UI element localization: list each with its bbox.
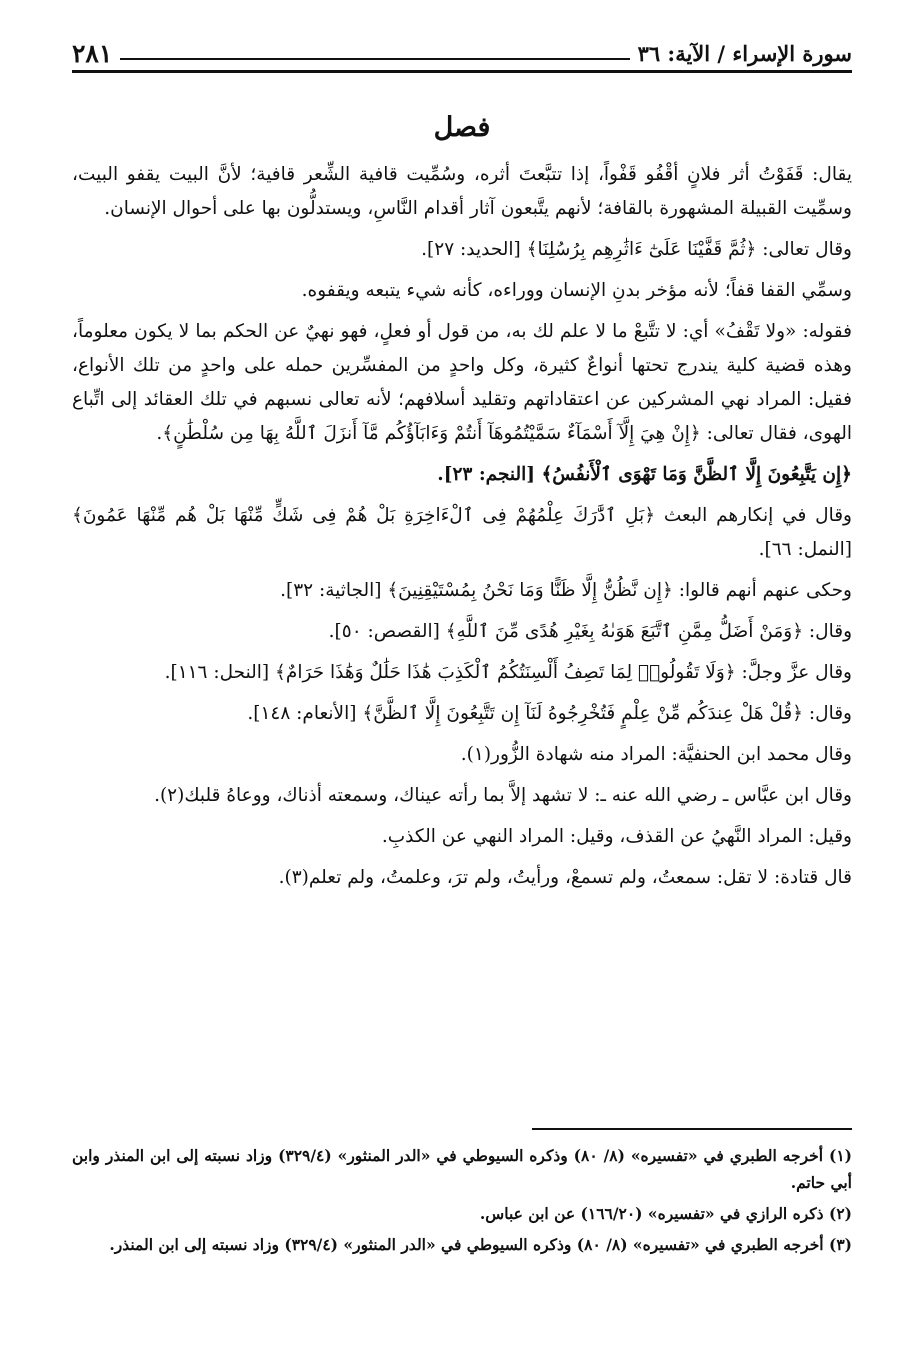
- footnote: (٣) أخرجه الطبري في «تفسيره» (٨/ ٨٠) وذكره السيوطي في «الدر المنثور» (٣٢٩/٤) وزاد نسبته إلى ابن المنذر.: [109, 1235, 852, 1254]
- page-header: [72, 30, 852, 73]
- paragraph: يقال: قَفَوْتُ أثر فلانٍ أقْفُو قَفْواً، إذا تتبَّعتَ أثره، وسُمِّيت قافية الشِّعر قافية؛ لأنَّ البيت يقفو البيت، وسمِّيت القبيلة المشهورة بالقافة؛ لأنهم يتَّبعون آثار أقدام النَّاسِ، ويستدلُّون بها على أحوال الإنسان.: [72, 164, 852, 219]
- paragraph: وقيل: المراد النَّهيُ عن القذف، وقيل: المراد النهي عن الكذبِ.: [381, 826, 852, 847]
- running-title: سورة الإسراء / الآية: ٣٦: [637, 41, 852, 66]
- footnote: (٢) ذكره الرازي في «تفسيره» (١٦٦/٢٠) عن ابن عباس.: [479, 1204, 852, 1223]
- paragraph: وقال: ﴿قُلْ هَلْ عِندَكُم مِّنْ عِلْمٍ فَتُخْرِجُوهُ لَنَآ إِن تَتَّبِعُونَ إِلَّا ٱلظَّنَّ﴾ [الأنعام: ١٤٨].: [247, 703, 852, 724]
- paragraph: ﴿إِن يَتَّبِعُونَ إِلَّا ٱلظَّنَّ وَمَا تَهْوَى ٱلْأَنفُسُ﴾ [النجم: ٢٣].: [437, 464, 852, 485]
- paragraph: وسمِّي القفا قفاً؛ لأنه مؤخر بدنِ الإنسان ووراءه، كأنه شيء يتبعه ويقفوه.: [301, 280, 852, 301]
- body-text: [72, 158, 852, 902]
- paragraph: وقال ابن عبَّاس ـ رضي الله عنه ـ: لا تشهد إلاَّ بما رأته عيناك، وسمعته أذناك، ووعاهُ قلبك(٢).: [154, 785, 852, 806]
- footnote: (١) أخرجه الطبري في «تفسيره» (٨/ ٨٠) وذكره السيوطي في «الدر المنثور» (٣٢٩/٤) وزاد نسبته إلى ابن المنذر وابن أبي حاتم.: [72, 1146, 852, 1192]
- paragraph: وحكى عنهم أنهم قالوا: ﴿إِن نَّظُنُّ إِلَّا ظَنًّا وَمَا نَحْنُ بِمُسْتَيْقِنِينَ﴾ [الجاثية: ٣٢].: [280, 580, 852, 601]
- header-rule: [120, 58, 629, 60]
- paragraph: فقوله: «ولا تَقْفُ» أي: لا تتَّبعْ ما لا علم لك به، من قول أو فعلٍ، فهو نهيٌ عن الحكم بما لا يكون معلوماً، وهذه قضية كلية يندرج تحتها أنواعٌ كثيرة، وكل واحدٍ من المفسِّرين حمله على واحدٍ من تلك الأنواع، فقيل: المراد نهي المشركين عن اعتقاداتهم وتقليد أسلافهم؛ لأنه تعالى نسبهم في تلك العقائد إلى اتِّباع الهوى، فقال تعالى: ﴿إِنْ هِيَ إِلَّآ أَسْمَآءٌ سَمَّيْتُمُوهَآ أَنتُمْ وَءَابَآؤُكُم مَّآ أَنزَلَ ٱللَّهُ بِهَا مِن سُلْطَٰنٍ﴾.: [72, 321, 852, 444]
- paragraph: وقال عزَّ وجلَّ: ﴿وَلَا تَقُولُوا۟ لِمَا تَصِفُ أَلْسِنَتُكُمُ ٱلْكَذِبَ هَٰذَا حَلَٰلٌ وَهَٰذَا حَرَامٌ﴾ [النحل: ١١٦].: [164, 662, 852, 683]
- paragraph: وقال في إنكارهم البعث ﴿بَلِ ٱدَّٰرَكَ عِلْمُهُمْ فِى ٱلْءَاخِرَةِ بَلْ هُمْ فِى شَكٍّ مِّنْهَا بَلْ هُم مِّنْهَا عَمُونَ﴾ [النمل: ٦٦].: [72, 505, 852, 560]
- paragraph: وقال تعالى: ﴿ثُمَّ قَفَّيْنَا عَلَىٰٓ ءَاثَٰرِهِم بِرُسُلِنَا﴾ [الحديد: ٢٧].: [421, 239, 852, 260]
- paragraph: وقال محمد ابن الحنفيَّة: المراد منه شهادة الزُّور(١).: [460, 744, 852, 765]
- paragraph: قال قتادة: لا تقل: سمعتُ، ولم تسمعْ، ورأيتُ، ولم ترَ، وعلمتُ، ولم تعلم(٣).: [278, 867, 852, 888]
- paragraph: وقال: ﴿وَمَنْ أَضَلُّ مِمَّنِ ٱتَّبَعَ هَوَىٰهُ بِغَيْرِ هُدًى مِّنَ ٱللَّهِ﴾ [القصص: ٥٠].: [328, 621, 852, 642]
- page-number: ٢٨١: [72, 39, 113, 68]
- footnote-separator: [532, 1128, 852, 1130]
- book-page: [72, 18, 852, 1358]
- footnotes: [72, 1142, 852, 1262]
- section-title: فصل: [433, 112, 491, 143]
